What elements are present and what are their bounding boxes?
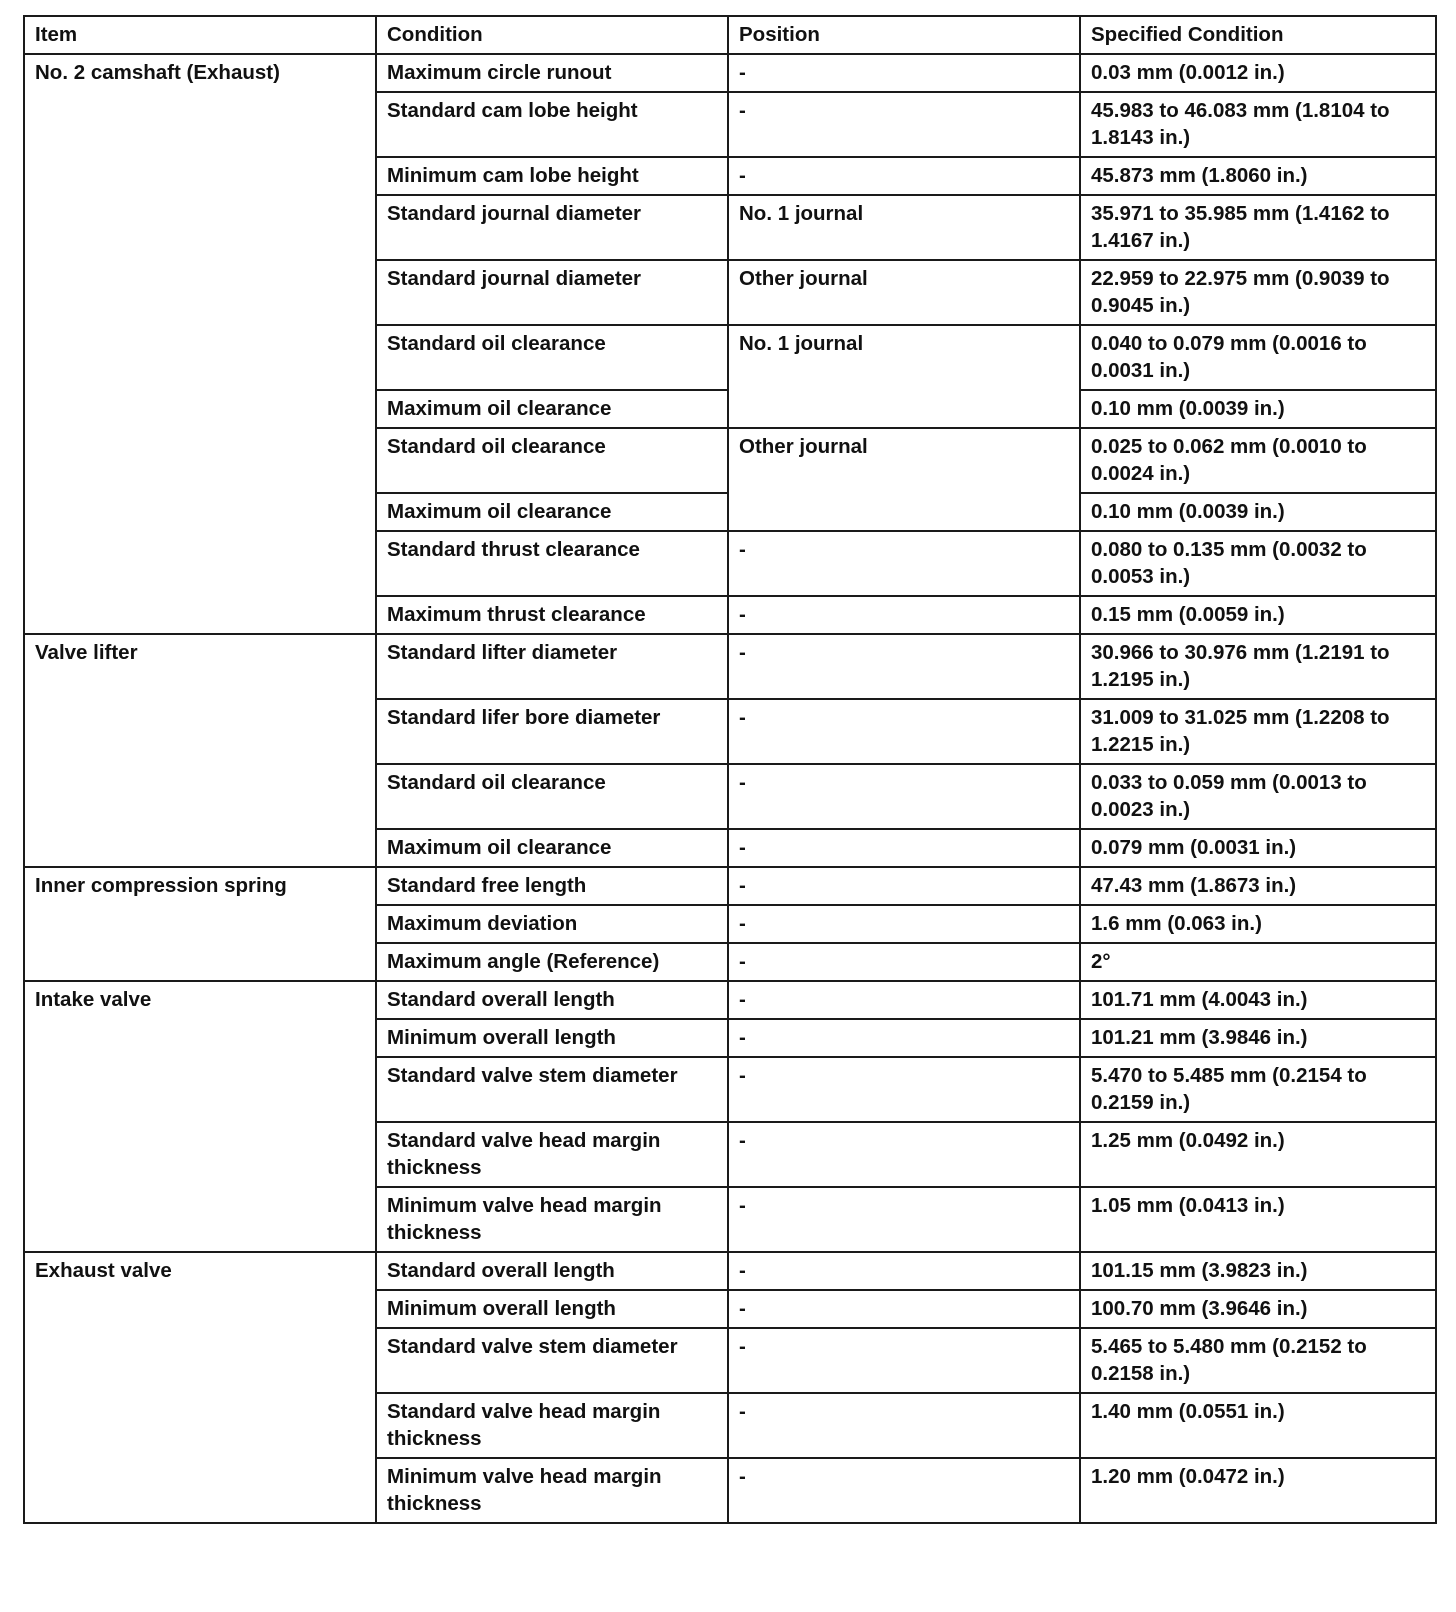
header-item: Item	[24, 16, 376, 54]
specified-condition-cell: 101.15 mm (3.9823 in.)	[1080, 1252, 1436, 1290]
position-cell: -	[728, 596, 1080, 634]
specified-condition-cell: 0.03 mm (0.0012 in.)	[1080, 54, 1436, 92]
condition-cell: Maximum oil clearance	[376, 493, 728, 531]
position-cell: -	[728, 92, 1080, 157]
condition-cell: Maximum angle (Reference)	[376, 943, 728, 981]
position-cell: -	[728, 1122, 1080, 1187]
header-position: Position	[728, 16, 1080, 54]
specified-condition-cell: 45.873 mm (1.8060 in.)	[1080, 157, 1436, 195]
specified-condition-cell: 5.465 to 5.480 mm (0.2152 to 0.2158 in.)	[1080, 1328, 1436, 1393]
condition-cell: Standard valve head margin thickness	[376, 1122, 728, 1187]
table-row	[24, 867, 1436, 905]
condition-cell: Standard oil clearance	[376, 325, 728, 390]
condition-cell: Minimum overall length	[376, 1290, 728, 1328]
position-cell: Other journal	[728, 260, 1080, 325]
item-cell: No. 2 camshaft (Exhaust)	[24, 54, 376, 634]
table-header	[24, 16, 1436, 54]
specified-condition-cell: 101.21 mm (3.9846 in.)	[1080, 1019, 1436, 1057]
position-cell: No. 1 journal	[728, 195, 1080, 260]
position-cell: -	[728, 1057, 1080, 1122]
specified-condition-cell: 0.079 mm (0.0031 in.)	[1080, 829, 1436, 867]
header-condition: Condition	[376, 16, 728, 54]
condition-cell: Standard journal diameter	[376, 260, 728, 325]
position-cell: No. 1 journal	[728, 325, 1080, 428]
condition-cell: Standard valve head margin thickness	[376, 1393, 728, 1458]
item-cell: Exhaust valve	[24, 1252, 376, 1523]
specified-condition-cell: 1.6 mm (0.063 in.)	[1080, 905, 1436, 943]
condition-cell: Standard oil clearance	[376, 428, 728, 493]
condition-cell: Maximum oil clearance	[376, 390, 728, 428]
specified-condition-cell: 1.20 mm (0.0472 in.)	[1080, 1458, 1436, 1523]
position-cell: -	[728, 1019, 1080, 1057]
specified-condition-cell: 1.05 mm (0.0413 in.)	[1080, 1187, 1436, 1252]
specified-condition-cell: 47.43 mm (1.8673 in.)	[1080, 867, 1436, 905]
position-cell: -	[728, 634, 1080, 699]
table-row	[24, 54, 1436, 92]
specified-condition-cell: 1.25 mm (0.0492 in.)	[1080, 1122, 1436, 1187]
table-body	[24, 54, 1436, 1523]
specified-condition-cell: 100.70 mm (3.9646 in.)	[1080, 1290, 1436, 1328]
condition-cell: Standard thrust clearance	[376, 531, 728, 596]
position-cell: -	[728, 905, 1080, 943]
specified-condition-cell: 30.966 to 30.976 mm (1.2191 to 1.2195 in.)	[1080, 634, 1436, 699]
condition-cell: Standard lifter diameter	[376, 634, 728, 699]
condition-cell: Standard oil clearance	[376, 764, 728, 829]
specified-condition-cell: 0.080 to 0.135 mm (0.0032 to 0.0053 in.)	[1080, 531, 1436, 596]
specified-condition-cell: 0.033 to 0.059 mm (0.0013 to 0.0023 in.)	[1080, 764, 1436, 829]
position-cell: -	[728, 157, 1080, 195]
condition-cell: Maximum oil clearance	[376, 829, 728, 867]
position-cell: -	[728, 981, 1080, 1019]
position-cell: -	[728, 1458, 1080, 1523]
condition-cell: Minimum cam lobe height	[376, 157, 728, 195]
header-row	[24, 16, 1436, 54]
specified-condition-cell: 101.71 mm (4.0043 in.)	[1080, 981, 1436, 1019]
position-cell: -	[728, 867, 1080, 905]
condition-cell: Standard lifer bore diameter	[376, 699, 728, 764]
specified-condition-cell: 2°	[1080, 943, 1436, 981]
item-cell: Intake valve	[24, 981, 376, 1252]
position-cell: -	[728, 1252, 1080, 1290]
item-cell: Valve lifter	[24, 634, 376, 867]
specified-condition-cell: 35.971 to 35.985 mm (1.4162 to 1.4167 in.)	[1080, 195, 1436, 260]
specified-condition-cell: 45.983 to 46.083 mm (1.8104 to 1.8143 in.)	[1080, 92, 1436, 157]
position-cell: -	[728, 1187, 1080, 1252]
condition-cell: Standard free length	[376, 867, 728, 905]
table-row	[24, 634, 1436, 699]
specified-condition-cell: 0.10 mm (0.0039 in.)	[1080, 493, 1436, 531]
condition-cell: Standard overall length	[376, 981, 728, 1019]
condition-cell: Minimum overall length	[376, 1019, 728, 1057]
specified-condition-cell: 1.40 mm (0.0551 in.)	[1080, 1393, 1436, 1458]
condition-cell: Minimum valve head margin thickness	[376, 1187, 728, 1252]
condition-cell: Standard overall length	[376, 1252, 728, 1290]
position-cell: -	[728, 1290, 1080, 1328]
table-row	[24, 1252, 1436, 1290]
specified-condition-cell: 5.470 to 5.485 mm (0.2154 to 0.2159 in.)	[1080, 1057, 1436, 1122]
table-row	[24, 981, 1436, 1019]
condition-cell: Maximum thrust clearance	[376, 596, 728, 634]
condition-cell: Maximum deviation	[376, 905, 728, 943]
position-cell: Other journal	[728, 428, 1080, 531]
position-cell: -	[728, 943, 1080, 981]
position-cell: -	[728, 699, 1080, 764]
header-specified-condition: Specified Condition	[1080, 16, 1436, 54]
specified-condition-cell: 0.040 to 0.079 mm (0.0016 to 0.0031 in.)	[1080, 325, 1436, 390]
position-cell: -	[728, 1393, 1080, 1458]
condition-cell: Minimum valve head margin thickness	[376, 1458, 728, 1523]
specified-condition-cell: 31.009 to 31.025 mm (1.2208 to 1.2215 in.)	[1080, 699, 1436, 764]
specification-table	[23, 15, 1437, 1524]
condition-cell: Standard valve stem diameter	[376, 1057, 728, 1122]
condition-cell: Standard valve stem diameter	[376, 1328, 728, 1393]
item-cell: Inner compression spring	[24, 867, 376, 981]
position-cell: -	[728, 764, 1080, 829]
condition-cell: Standard journal diameter	[376, 195, 728, 260]
specified-condition-cell: 0.15 mm (0.0059 in.)	[1080, 596, 1436, 634]
condition-cell: Maximum circle runout	[376, 54, 728, 92]
position-cell: -	[728, 829, 1080, 867]
position-cell: -	[728, 1328, 1080, 1393]
position-cell: -	[728, 54, 1080, 92]
specified-condition-cell: 22.959 to 22.975 mm (0.9039 to 0.9045 in.)	[1080, 260, 1436, 325]
condition-cell: Standard cam lobe height	[376, 92, 728, 157]
position-cell: -	[728, 531, 1080, 596]
specified-condition-cell: 0.10 mm (0.0039 in.)	[1080, 390, 1436, 428]
specified-condition-cell: 0.025 to 0.062 mm (0.0010 to 0.0024 in.)	[1080, 428, 1436, 493]
